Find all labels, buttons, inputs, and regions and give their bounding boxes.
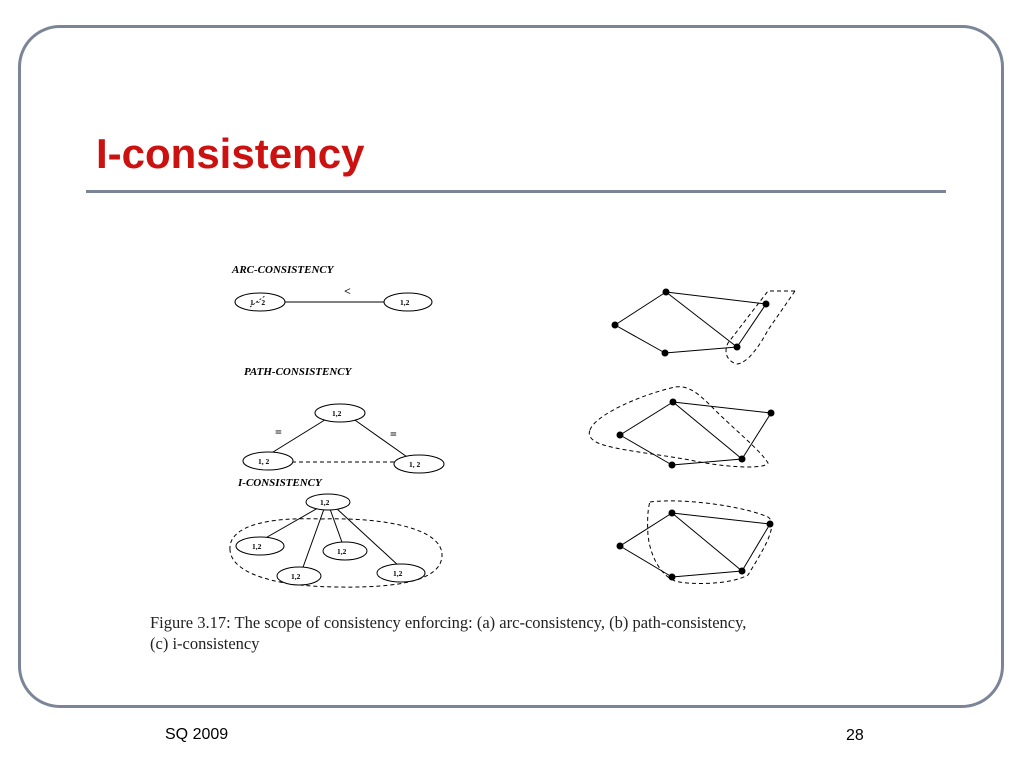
panel-i-consistency (230, 477, 442, 587)
graph-c-edge-4 (620, 546, 672, 577)
graph-a-node (663, 289, 670, 296)
graph-c-node (767, 521, 774, 528)
path-right-relation: = (390, 427, 397, 441)
i-child-domain-4: 1,2 (393, 569, 403, 578)
path-left-domain: 1, 2 (258, 457, 270, 466)
graph-c-edge-2 (672, 513, 770, 524)
consistency-figure (220, 255, 830, 595)
i-child-domain-2: 1,2 (337, 547, 347, 556)
arc-relation-label: < (344, 284, 351, 298)
path-edge-right (352, 418, 410, 459)
graph-b-node (617, 432, 624, 439)
i-child-domain-3: 1,2 (291, 572, 301, 581)
slide-title: I-consistency (96, 130, 365, 177)
graph-a-arc-scope (726, 291, 795, 364)
i-child-domain-1: 1,2 (252, 542, 262, 551)
graph-a-edge-4 (615, 325, 665, 353)
graph-a (612, 289, 796, 596)
graph-c-node (669, 510, 676, 517)
footer-label: SQ 2009 (165, 726, 229, 743)
page-number: 28 (846, 727, 864, 744)
graph-a-edge-3 (666, 292, 737, 347)
graph-c-node (739, 568, 746, 575)
graph-a-node (662, 350, 669, 357)
path-right-domain: 1, 2 (409, 460, 421, 469)
graph-b-node (768, 410, 775, 417)
graph-b (589, 387, 774, 469)
graph-c-node (669, 574, 676, 581)
graph-b-path-scope (589, 387, 768, 467)
graph-b-node (670, 399, 677, 406)
graph-b-edge-1 (620, 402, 673, 435)
graph-c-edge-3 (672, 513, 742, 571)
caption-line-2: (c) i-consistency (150, 634, 260, 653)
graph-a-edge-1 (615, 292, 666, 325)
graph-c-edge-5 (672, 571, 742, 577)
graph-a-edge-2 (666, 292, 766, 304)
graph-c-node (617, 543, 624, 550)
arc-right-domain: 1,2 (400, 298, 410, 307)
graph-b-edge-3 (673, 402, 742, 459)
path-consistency-header: PATH-CONSISTENCY (244, 366, 352, 378)
i-edge-2 (302, 509, 324, 570)
i-root-domain: 1,2 (320, 498, 330, 507)
graph-a-node (612, 322, 619, 329)
graph-b-node (739, 456, 746, 463)
graph-c (617, 501, 774, 584)
graph-b-node (669, 462, 676, 469)
arc-consistency-header: ARC-CONSISTENCY (232, 264, 334, 276)
i-consistency-header: I-CONSISTENCY (238, 477, 322, 489)
graph-c-edge-1 (620, 513, 672, 546)
graph-c-edge-6 (742, 524, 770, 571)
panel-arc-consistency (231, 264, 432, 311)
arc-left-domain: 1 ~ 2 (250, 298, 266, 307)
graph-b-edge-4 (620, 435, 672, 465)
panel-path-consistency (243, 366, 444, 473)
caption-line-1: Figure 3.17: The scope of consistency enforcing: (a) arc-consistency, (b) path-consistency, (150, 613, 747, 632)
graph-a-node (763, 301, 770, 308)
graph-b-edge-2 (673, 402, 771, 413)
i-edge-1 (262, 508, 318, 540)
graph-a-node (734, 344, 741, 351)
title-underline (86, 190, 946, 193)
graph-b-edge-6 (742, 413, 771, 459)
i-edge-3 (330, 509, 343, 545)
path-left-relation: = (275, 425, 282, 439)
graph-c-i-scope (648, 501, 772, 584)
figure-caption (150, 612, 880, 654)
graph-b-edge-5 (672, 459, 742, 465)
path-top-domain: 1,2 (332, 409, 342, 418)
